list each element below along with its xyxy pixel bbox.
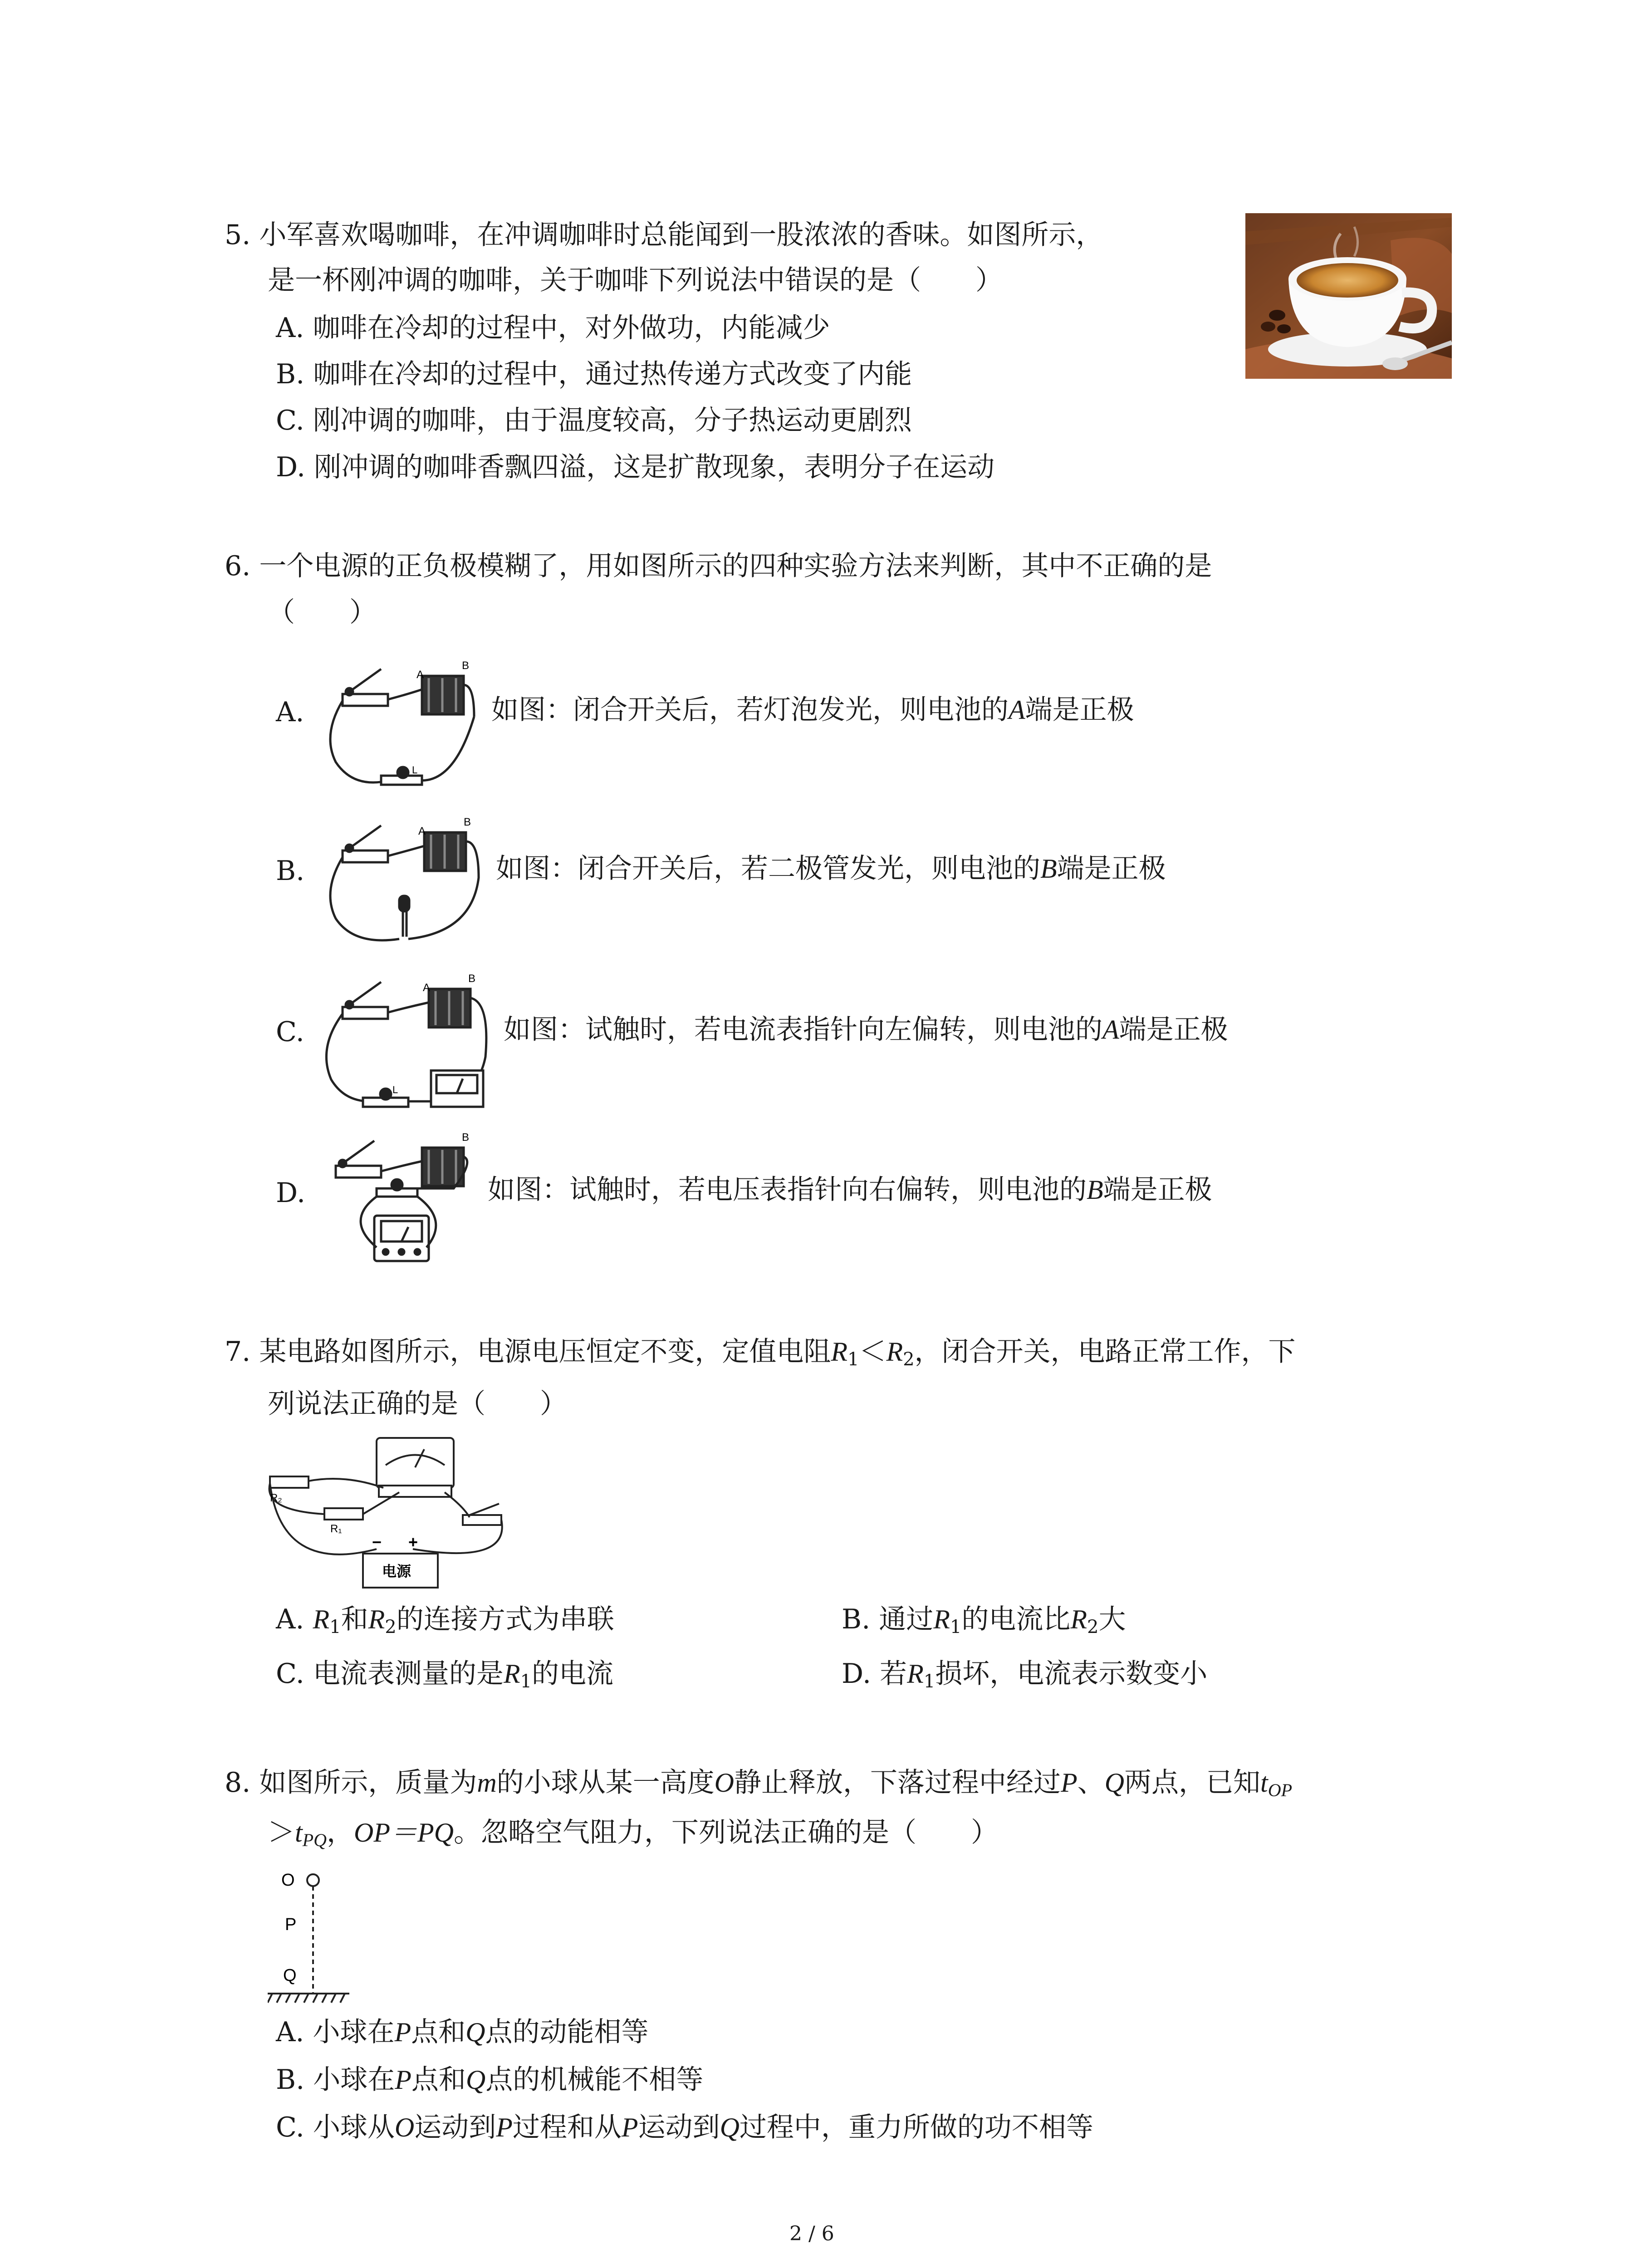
battery-label-a: A xyxy=(418,825,426,837)
q7-stem-line2: 列说法正确的是（ ） xyxy=(268,1388,567,1420)
power-supply-label: 电源 xyxy=(382,1563,411,1580)
q7-option-c: C. 电流表测量的是$R_1$的电流 xyxy=(276,1658,614,1692)
r2-label: R₂ xyxy=(270,1492,282,1504)
q6-option-c-text: 如图：试触时，若电流表指针向左偏转，则电池的A端是正极 xyxy=(504,1014,1228,1046)
minus-terminal-label: − xyxy=(372,1533,382,1551)
q7-option-d: D. 若$R_1$损坏，电流表示数变小 xyxy=(842,1658,1208,1692)
coffee-cup-photo xyxy=(1245,213,1452,379)
battery-label-b: B xyxy=(468,973,476,985)
q8-stem-line1: 8. 如图所示，质量为m的小球从某一高度O静止释放，下落过程中经过P、Q两点，已知$t_{OP}$ xyxy=(225,1767,1293,1800)
q6-option-d-text: 如图：试触时，若电压表指针向右偏转，则电池的B端是正极 xyxy=(488,1174,1212,1206)
page-number: 2 / 6 xyxy=(789,2222,834,2245)
r1-label: R₁ xyxy=(330,1523,342,1535)
q7-circuit-diagram xyxy=(263,1429,517,1597)
battery-label-b: B xyxy=(462,660,470,672)
q5-stem-line1: 5. 小军喜欢喝咖啡，在冲调咖啡时总能闻到一股浓浓的香味。如图所示， xyxy=(225,219,1103,251)
q8-falling-ball-diagram xyxy=(268,1862,358,2012)
q6-option-a-text: 如图：闭合开关后，若灯泡发光，则电池的A端是正极 xyxy=(491,694,1134,726)
point-o-label: O xyxy=(281,1871,295,1890)
point-q-label: Q xyxy=(283,1966,297,1985)
battery-label-b: B xyxy=(464,816,471,828)
q7-option-b: B. 通过$R_1$的电流比$R_2$大 xyxy=(842,1603,1126,1637)
lamp-label: L xyxy=(412,764,418,776)
q6-option-c-letter: C. xyxy=(276,1016,304,1048)
q6-a-circuit-diagram xyxy=(318,644,490,794)
point-p-label: P xyxy=(285,1915,297,1934)
q6-option-d-letter: D. xyxy=(276,1177,306,1209)
q6-b-circuit-diagram xyxy=(318,801,495,950)
q8-option-a: A. 小球在P点和Q点的动能相等 xyxy=(276,2016,649,2048)
q5-option-d: D. 刚冲调的咖啡香飘四溢，这是扩散现象，表明分子在运动 xyxy=(276,451,995,483)
q5-option-a: A. 咖啡在冷却的过程中，对外做功，内能减少 xyxy=(276,312,830,344)
q8-stem-line2: $>t_{PQ}$，OP＝PQ。忽略空气阻力，下列说法正确的是（ ） xyxy=(268,1817,998,1850)
lamp-label: L xyxy=(392,1084,398,1095)
q5-option-c: C. 刚冲调的咖啡，由于温度较高，分子热运动更剧烈 xyxy=(276,405,912,436)
q6-d-circuit-diagram xyxy=(318,1116,490,1275)
q6-c-circuit-diagram xyxy=(318,957,499,1116)
q6-stem-line1: 6. 一个电源的正负极模糊了，用如图所示的四种实验方法来判断，其中不正确的是 xyxy=(225,550,1212,582)
q5-option-b: B. 咖啡在冷却的过程中，通过热传递方式改变了内能 xyxy=(276,358,912,390)
q6-option-b-text: 如图：闭合开关后，若二极管发光，则电池的B端是正极 xyxy=(496,853,1166,885)
q6-option-a-letter: A. xyxy=(276,696,304,728)
q8-option-b: B. 小球在P点和Q点的机械能不相等 xyxy=(276,2064,704,2096)
battery-label-a: A xyxy=(416,669,424,681)
q6-option-b-letter: B. xyxy=(276,855,305,887)
plus-terminal-label: + xyxy=(408,1533,418,1551)
battery-label-b: B xyxy=(462,1131,470,1144)
q8-option-c: C. 小球从O运动到P过程和从P运动到Q过程中，重力所做的功不相等 xyxy=(276,2112,1093,2143)
q5-stem-line2: 是一杯刚冲调的咖啡，关于咖啡下列说法中错误的是（ ） xyxy=(268,264,1003,296)
q7-stem-line1: 7. 某电路如图所示，电源电压恒定不变，定值电阻$R_1<R_2$，闭合开关，电路正常工作，下 xyxy=(225,1336,1296,1370)
q6-stem-line2: （ ） xyxy=(268,596,377,628)
battery-label-a: A xyxy=(423,982,431,994)
q7-option-a: A. $R_1$和$R_2$的连接方式为串联 xyxy=(276,1603,614,1637)
